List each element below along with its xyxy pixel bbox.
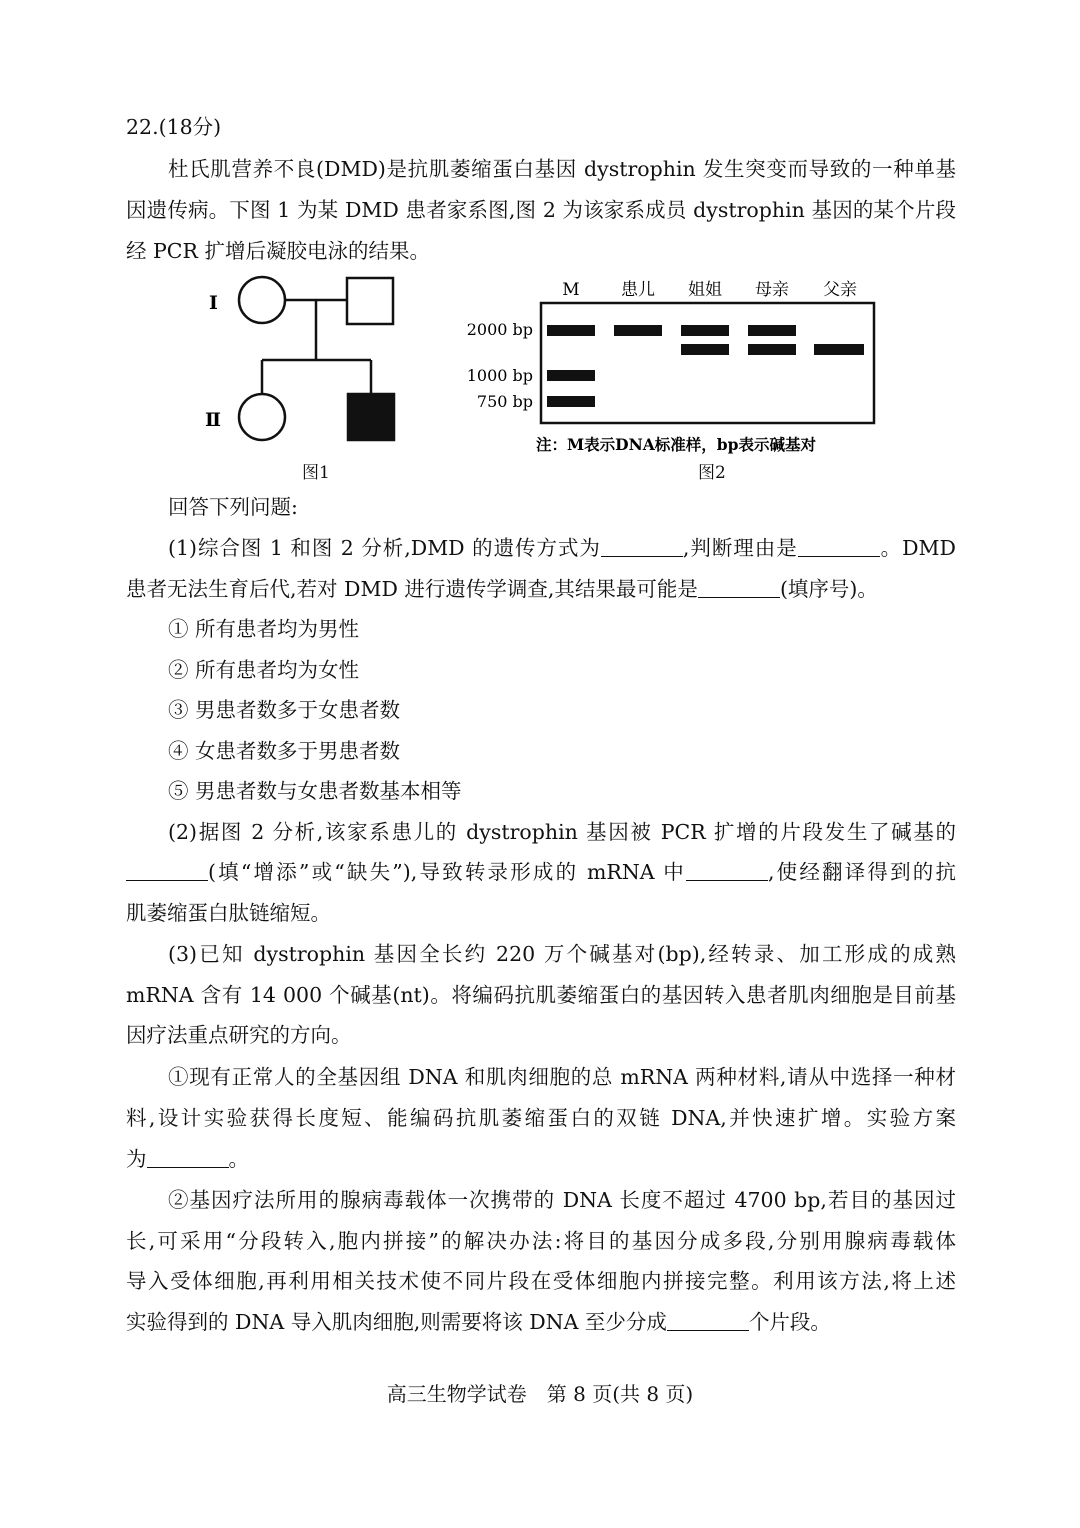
lane-label-sister: 姐姐 [688, 280, 722, 300]
gen1-female [239, 277, 285, 323]
q3-sub2-text-a: 实验得到的 DNA 导入肌肉细胞,则需要将该 DNA 至少分成 [126, 1310, 667, 1334]
q1-blank-mode[interactable] [601, 536, 683, 557]
lane-label-m: M [562, 280, 580, 300]
intro-line-1: 杜氏肌营养不良(DMD)是抗肌萎缩蛋白基因 dystrophin 发生突变而导致的一种单基 [168, 157, 957, 181]
q1-option-1: ① 所有患者均为男性 [168, 617, 360, 641]
q2-blank-type[interactable] [126, 860, 208, 881]
figure1-caption: 图1 [302, 463, 330, 483]
size-label-2000: 2000 bp [466, 320, 533, 339]
size-label-1000: 1000 bp [466, 366, 533, 385]
band-sister-upper [681, 325, 729, 336]
gen2-male-affected [348, 394, 394, 440]
q3-sub2-line-2: 长,可采用“分段转入,胞内拼接”的解决办法:将目的基因分成多段,分别用腺病毒载体 [126, 1229, 956, 1253]
q1-text-e: (填序号)。 [779, 577, 878, 601]
q3-sub1-line-2: 料,设计实验获得长度短、能编码抗肌萎缩蛋白的双链 DNA,并快速扩增。实验方案 [126, 1106, 956, 1130]
q1-text-d: 患者无法生育后代,若对 DMD 进行遗传学调查,其结果最可能是 [126, 577, 698, 601]
q2-line-3: 肌萎缩蛋白肽链缩短。 [126, 901, 331, 925]
q2-line-1: (2)据图 2 分析,该家系患儿的 dystrophin 基因被 PCR 扩增的片段发生了碱基的 [168, 820, 956, 844]
size-label-750: 750 bp [476, 392, 533, 411]
intro-line-3: 经 PCR 扩增后凝胶电泳的结果。 [126, 239, 430, 263]
q3-sub1-line-1: ①现有正常人的全基因组 DNA 和肌肉细胞的总 mRNA 两种材料,请从中选择一种材 [168, 1065, 956, 1089]
q1-text-b: ,判断理由是 [682, 536, 798, 560]
gen1-male [347, 278, 393, 324]
generation-2-label: Ⅱ [205, 409, 222, 431]
q3-line-2: mRNA 含有 14 000 个碱基(nt)。将编码抗肌萎缩蛋白的基因转入患者肌肉细胞是目前基 [126, 983, 956, 1007]
band-father-lower [814, 344, 864, 355]
q1-option-4: ④ 女患者数多于男患者数 [168, 739, 401, 763]
q3-sub2-line-3: 导入受体细胞,再利用相关技术使不同片段在受体细胞内拼接完整。利用该方法,将上述 [126, 1269, 956, 1293]
q3-blank-segments[interactable] [667, 1310, 749, 1331]
lane-label-mother: 母亲 [755, 280, 789, 300]
band-patient-upper [614, 325, 662, 336]
q3-sub2-text-b: 个片段。 [748, 1310, 831, 1334]
intro-line-2: 因遗传病。下图 1 为某 DMD 患者家系图,图 2 为该家系成员 dystrophin 基因的某个片段 [126, 198, 956, 222]
q1-line-1 [168, 533, 956, 563]
q1-option-3: ③ 男患者数多于女患者数 [168, 698, 401, 722]
band-mother-upper [748, 325, 796, 336]
q2-text-b: ,使经翻译得到的抗 [767, 860, 956, 884]
gel-figure [455, 272, 895, 482]
pedigree-figure [195, 265, 425, 485]
lane-label-patient: 患儿 [621, 280, 655, 300]
q1-option-5: ⑤ 男患者数与女患者数基本相等 [168, 779, 462, 803]
q3-sub2-line-1: ②基因疗法所用的腺病毒载体一次携带的 DNA 长度不超过 4700 bp,若目的基因过 [168, 1188, 956, 1212]
q1-text-a: (1)综合图 1 和图 2 分析,DMD 的遗传方式为 [168, 536, 601, 560]
gel-note: 注：M表示DNA标准样，bp表示碱基对 [536, 435, 816, 454]
question-number: 22.(18分) [126, 115, 222, 139]
q2-text-a: (填“增添”或“缺失”),导致转录形成的 mRNA 中 [208, 860, 686, 884]
q2-blank-mrna[interactable] [686, 860, 768, 881]
generation-1-label: I [209, 292, 218, 314]
q3-blank-scheme[interactable] [147, 1147, 229, 1168]
q1-text-c: 。DMD [879, 536, 956, 560]
q3-sub1-text-b: 。 [228, 1147, 249, 1171]
band-m-1000 [547, 370, 595, 381]
q1-blank-option[interactable] [698, 577, 780, 598]
q1-blank-reason[interactable] [798, 536, 880, 557]
band-m-2000 [547, 325, 595, 336]
band-m-750 [547, 396, 595, 407]
q1-option-2: ② 所有患者均为女性 [168, 658, 360, 682]
q3-sub1-line-3 [126, 1144, 956, 1174]
lane-label-father: 父亲 [823, 280, 857, 300]
q1-line-2 [126, 574, 956, 604]
q3-line-3: 因疗法重点研究的方向。 [126, 1023, 352, 1047]
q3-line-1: (3)已知 dystrophin 基因全长约 220 万个碱基对(bp),经转录、加工形成的成熟 [168, 942, 956, 966]
q3-sub2-line-4 [126, 1307, 956, 1337]
band-mother-lower [748, 344, 796, 355]
figure2-caption: 图2 [698, 463, 726, 483]
answer-prompt: 回答下列问题: [168, 495, 298, 519]
q2-line-2 [126, 857, 956, 887]
gen2-female-sister [239, 394, 285, 440]
page-footer: 高三生物学试卷 第 8 页(共 8 页) [386, 1382, 694, 1406]
q3-sub1-text-a: 为 [126, 1147, 147, 1171]
band-sister-lower [681, 344, 729, 355]
